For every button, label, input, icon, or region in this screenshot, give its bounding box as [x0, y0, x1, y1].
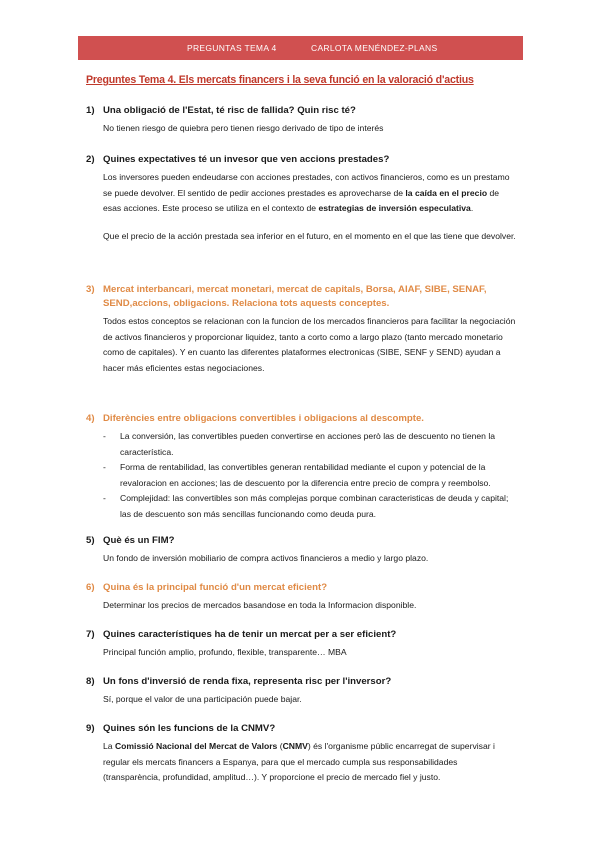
question-number: 5): [86, 535, 95, 546]
question-text: Quines expectatives té un invesor que ven accions prestades?: [103, 154, 390, 165]
question-3: [86, 283, 516, 376]
answer-text: [103, 170, 516, 244]
question-2: [86, 153, 516, 244]
question-number: 8): [86, 676, 95, 687]
list-item: - Forma de rentabilidad, las convertibles generan rentabilidad mediante el cupon y potencial de la revaloracion en acciones; las de descuento por la diferencia entre precio de compra y reembolso.: [103, 462, 491, 488]
question-1: [86, 104, 516, 137]
question-text: Diferències entre obligacions convertibles i obligacions al descompte.: [103, 413, 424, 424]
question-9: [86, 722, 516, 786]
question-number: 2): [86, 154, 95, 165]
question-text: Mercat interbancari, mercat monetari, mercat de capitals, Borsa, AIAF, SIBE, SENAF, SEND,accions, obligacions. Relaciona tots aquests conceptes.: [103, 284, 487, 309]
question-6: [86, 581, 516, 614]
question-text: Una obligació de l'Estat, té risc de fallida? Quin risc té?: [103, 105, 356, 116]
answer-text: No tienen riesgo de quiebra pero tienen riesgo derivado de tipo de interés: [103, 123, 384, 133]
question-4: [86, 412, 516, 523]
question-number: 3): [86, 284, 95, 295]
question-number: 6): [86, 582, 95, 593]
question-text: Quines són les funcions de la CNMV?: [103, 723, 276, 734]
answer-bullet-list: [103, 429, 516, 523]
answer-text: Todos estos conceptos se relacionan con la funcion de los mercados financieros para facilitar la negociación de activos financieros y proporcionar liquidez, tanto a corto como a largo plazo (tanto mercado monetario como de capitales). Y en cuanto las diferentes plataformes electronicas (SIBE, SENF y SEND) ayudan a hacer más eficientes estas negociaciones.: [103, 316, 516, 373]
question-7: [86, 628, 516, 661]
answer-text: Determinar los precios de mercados basandose en toda la Informacion disponible.: [103, 600, 417, 610]
question-text: Un fons d'inversió de renda fixa, representa risc per l'inversor?: [103, 676, 392, 687]
header-author: CARLOTA MENÉNDEZ-PLANS: [311, 43, 438, 53]
header-subject: PREGUNTAS TEMA 4: [187, 43, 277, 53]
page-header-bar: [78, 36, 523, 60]
answer-text: Sí, porque el valor de una participación puede bajar.: [103, 694, 302, 704]
question-text: Quines característiques ha de tenir un mercat per a ser eficient?: [103, 629, 397, 640]
question-number: 9): [86, 723, 95, 734]
answer-paragraph: Los inversores pueden endeudarse con acciones prestades, con activos financieros, como es un prestamo se puede devolver. El sentido de pedir acciones prestades es aprovecharse de la caída en el precio de esas acciones. Este proceso se utiliza en el contexto de estrategias de inversión especulativa.: [103, 172, 510, 214]
question-text: Quina és la principal funció d'un mercat eficient?: [103, 582, 328, 593]
list-item: - La conversión, las convertibles pueden convertirse en acciones però las de descuento no tienen la característica.: [103, 431, 496, 457]
answer-text: Un fondo de inversión mobiliario de compra activos financieros a medio y largo plazo.: [103, 553, 429, 563]
answer-paragraph: Que el precio de la acción prestada sea inferior en el futuro, en el momento en el que las tiene que devolver.: [103, 230, 516, 241]
answer-text: La Comissió Nacional del Mercat de Valors (CNMV) és l'organisme públic encarregat de supervisar i regular els mercats financers a Espanya, para que el mercado cumpla sus responsabilidades (transparència, profundidad, amplitud…). Y proporcione el precio de mercado fiel y justo.: [103, 741, 495, 783]
list-item: - Complejidad: las convertibles son más complejas porque combinan caracteristicas de deuda y capital; las de descuento son más sencillas funcionando como deuda pura.: [103, 493, 509, 519]
question-5: [86, 534, 516, 567]
question-text: Què és un FIM?: [103, 535, 175, 546]
question-number: 4): [86, 413, 95, 424]
question-number: 1): [86, 105, 95, 116]
question-8: [86, 675, 516, 708]
question-number: 7): [86, 629, 95, 640]
answer-text: Principal función amplio, profundo, flexible, transparente… MBA: [103, 647, 347, 657]
document-title: Preguntes Tema 4. Els mercats financers i la seva funció en la valoració d'actius: [86, 74, 474, 86]
